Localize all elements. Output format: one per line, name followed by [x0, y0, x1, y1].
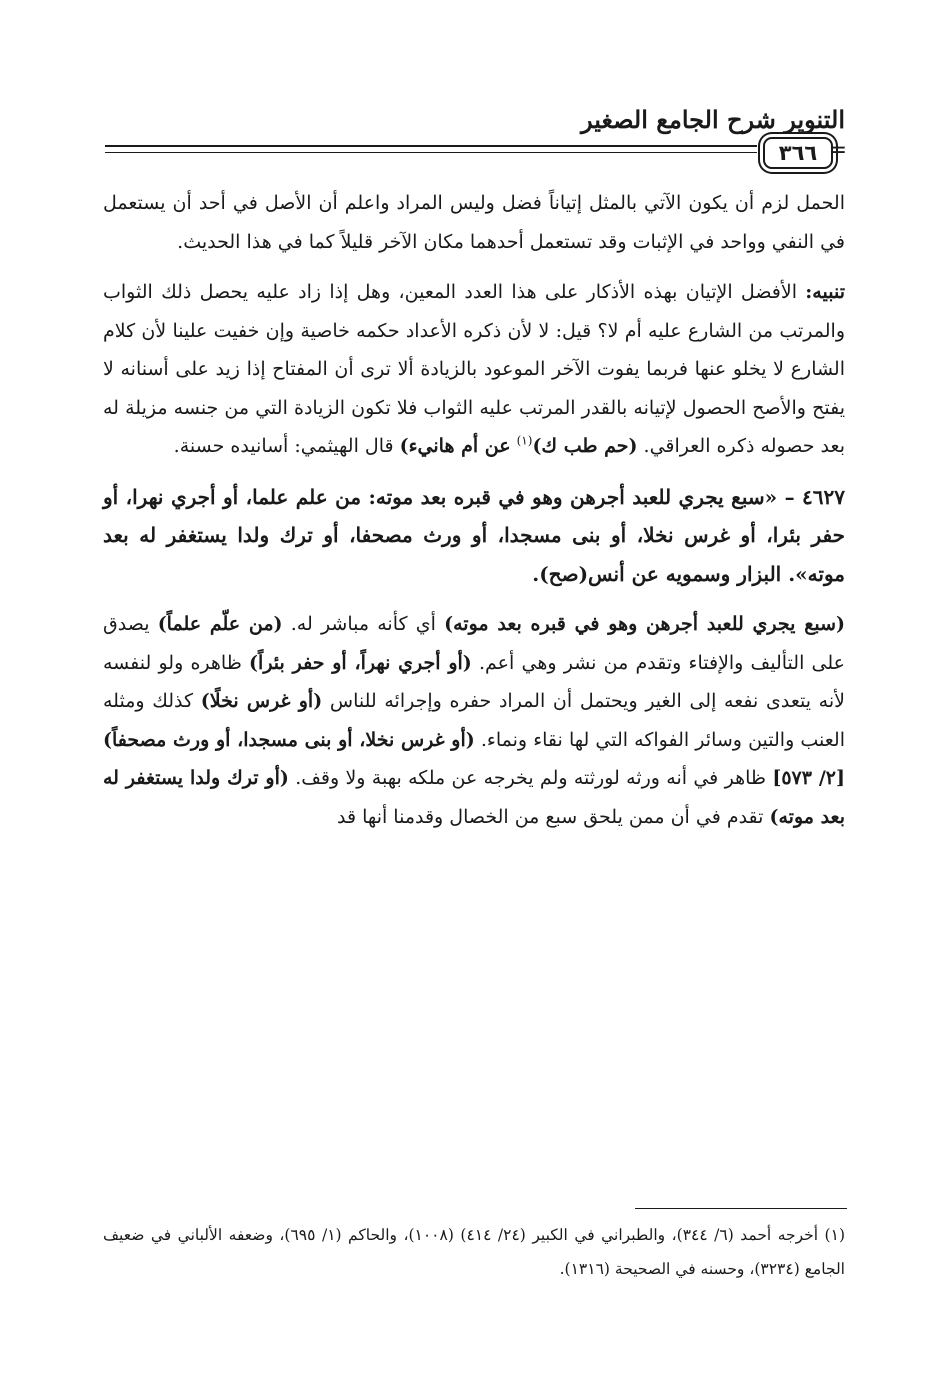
main-text: [103, 184, 845, 836]
commentary-text: ظاهره ولو لنفسه لأنه يتعدى نفعه إلى الغير ويحتمل أن المراد حفره وإجرائه للناس: [103, 651, 845, 712]
hadith-source: (حم طب ك): [532, 435, 638, 457]
header-rule: [105, 135, 847, 175]
footnote-ref: (١): [516, 433, 533, 448]
commentary-text: ظاهر في أنه ورثه لورثته ولم يخرجه عن ملكه بهبة ولا وقف.: [295, 767, 766, 789]
header-rule-thick: [105, 145, 757, 147]
quoted-phrase: (من علّم علماً): [157, 613, 283, 635]
quoted-phrase: (أو أجري نهراً، أو حفر بئراً): [249, 651, 472, 674]
footnote-1: (١) أخرجه أحمد (٦/ ٣٤٤)، والطبراني في الكبير (٢٤/ ٤١٤) (١٠٠٨)، والحاكم (١/ ٦٩٥)، وضعفه الألباني في ضعيف الجامع (٣٢٣٤)، وحسنه في الصحيحة (١٣١٦).: [103, 1226, 845, 1278]
paragraph-note: [103, 273, 845, 466]
paragraph-intro: الحمل لزم أن يكون الآتي بالمثل إتياناً فضل وليس المراد واعلم أن الأصل في أحد أن يستعمل في النفي وواحد في الإثبات وقد تستعمل أحدهما مكان الآخر قليلاً كما في هذا الحديث.: [103, 192, 845, 253]
hadith-number: ٤٦٢٧ –: [784, 484, 845, 509]
quoted-phrase: (أو غرس نخلًا): [200, 690, 323, 712]
running-title: التنوير شرح الجامع الصغير: [581, 105, 845, 134]
hadith-text: «سبع يجري للعبد أجرهن وهو في قبره بعد موته: من علم علما، أو أجري نهرا، أو حفر بئرا، أو غرس نخلا، أو بنى مسجدا، أو ورث مصحفا، أو ترك ولدا يستغفر له بعد موته». البزار وسمويه عن أنس(صح).: [103, 484, 845, 586]
quoted-phrase: (أو غرس نخلا، أو بنى مسجدا، أو ورث مصحفاً): [103, 728, 475, 751]
commentary-text: كذلك ومثله العنب والتين وسائر الفواكه التي لها نقاء ونماء.: [103, 690, 845, 751]
paragraph-commentary: [103, 605, 845, 836]
commentary-text: تقدم في أن ممن يلحق سبع من الخصال وقدمنا أنها قد: [337, 805, 764, 828]
note-text-end: قال الهيثمي: أسانيده حسنة.: [173, 435, 394, 457]
page-number-mark: =: [828, 138, 847, 163]
quoted-phrase: (أو ترك ولدا يستغفر له بعد موته): [103, 767, 845, 828]
header-rule-thin: [105, 152, 757, 153]
page-number: ٣٦٦: [763, 137, 833, 169]
footnotes: [103, 1218, 845, 1286]
hadith-entry: [103, 478, 845, 594]
commentary-text: يصدق على التأليف والإفتاء وتقدم من نشر وهي أعم.: [103, 613, 846, 674]
footnote-separator: [635, 1208, 847, 1209]
quoted-phrase: (سبع يجري للعبد أجرهن وهو في قبره بعد موته): [444, 613, 845, 635]
hadith-narrator: عن أم هانيء): [399, 435, 511, 457]
note-label: تنبيه:: [805, 281, 845, 303]
volume-page-ref: [٢/ ٥٧٣]: [772, 767, 845, 789]
commentary-text: أي كأنه مباشر له.: [290, 613, 436, 635]
note-text: الأفضل الإتيان بهذه الأذكار على هذا العدد المعين، وهل إذا زاد عليه يحصل ذلك الثواب والمرتب من الشارع عليه أم لا؟ قيل: لا لأن ذكره الأعداد حكمه خاصية وإن خفيت علينا لأن كلام الشارع لا يخلو عنها فربما يفوت الآخر الموعود بالزيادة ألا ترى أن المفتاح إذا زيد على أسنانه لا يفتح والأصح الحصول لإتيانه بالقدر المرتب عليه الثواب فلا تكون الزيادة التي من جنسه مزيلة له بعد حصوله ذكره العراقي.: [103, 281, 845, 457]
